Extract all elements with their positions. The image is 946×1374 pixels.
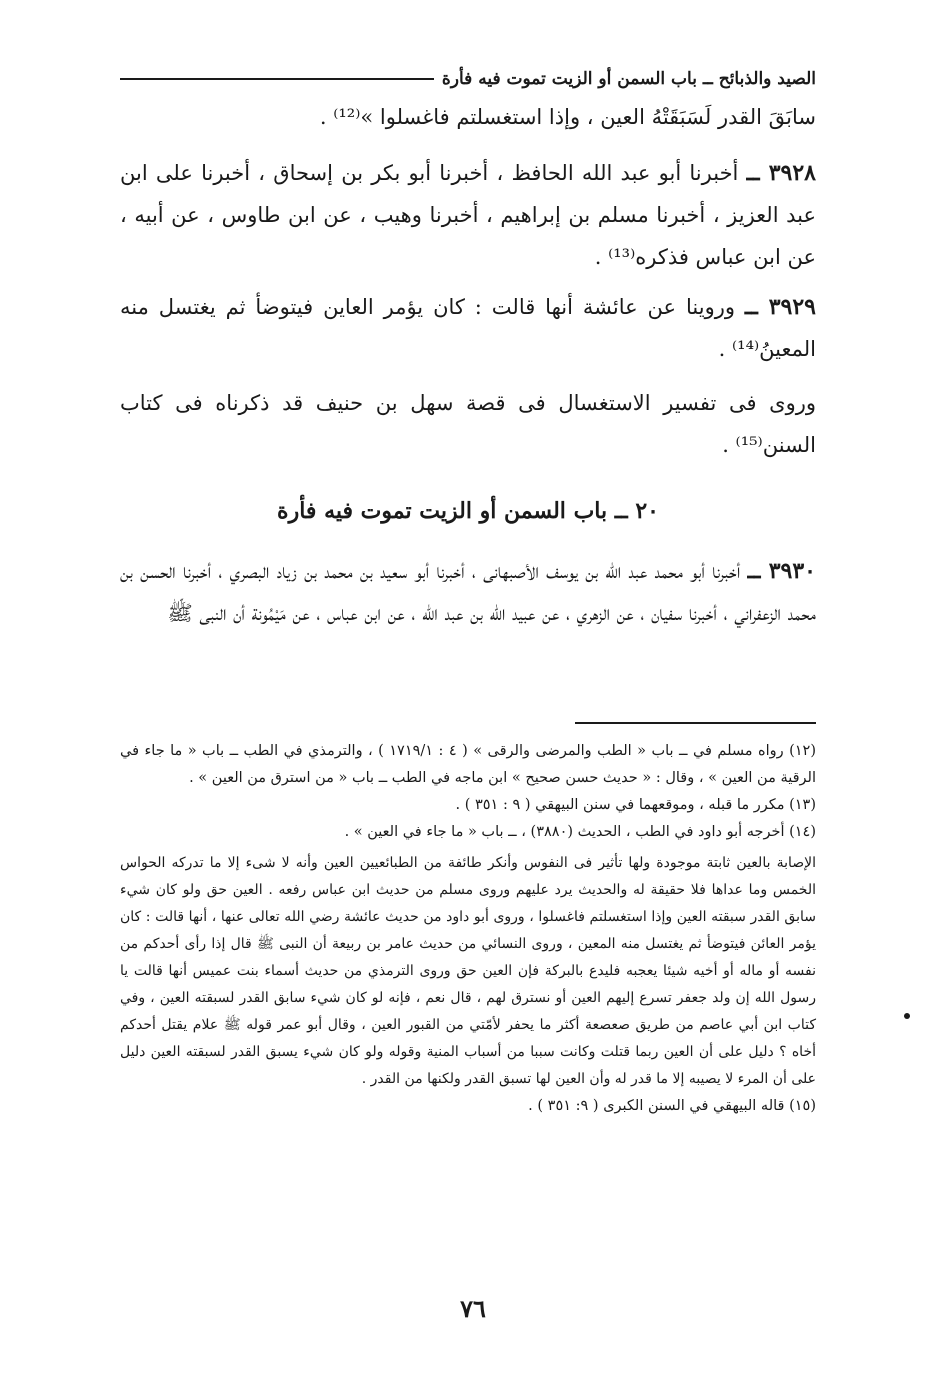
hadith-text: وروينا عن عائشة أنها قالت : كان يؤمر العاين فيتوضأ ثم يغتسل منه المعينُ⁽¹⁴⁾ . [120, 295, 816, 361]
running-header [120, 66, 816, 92]
footnote-15: (١٥) قاله البيهقي في السنن الكبرى ( ٩: ٣٥١ ) . [528, 1098, 816, 1114]
chapter-heading: ٢٠ ــ باب السمن أو الزيت تموت فيه فأرة [277, 498, 659, 524]
footnote-14: (١٤) أخرجه أبو داود في الطب ، الحديث (٣٨٨٠) ، ــ باب « ما جاء في العين » . [344, 824, 816, 840]
hadith-3928 [120, 152, 816, 278]
hadith-number: ٣٩٢٨ ــ [746, 160, 816, 186]
hadith-number: ٣٩٢٩ ــ [744, 294, 816, 320]
hadith-3929 [120, 286, 816, 370]
editor-note: الإصابة بالعين ثابتة موجودة ولها تأثير فى النفوس وأنكر طائفة من الطبائعيين العين وأنه لا شىء إلا ما تدركه الحواس الخمس وما عداها فلا حقيقة له والحديث يرد عليهم وروى مسلم من حديث ابن عباس رفعه . العين حق ولو كان شيء سابق القدر سبقته العين وإذا استغسلتم فاغسلوا ، وروى أبو داود من حديث عائشة رضي الله تعالى عنها ، أنها قالت : كان يؤمر العائن فيتوضأ ثم يغتسل منه المعين ، وروى النسائي من حديث عامر بن ربيعة أن النبى ﷺ قال إذا رأى أحدكم من نفسه أو ماله أو أخيه شيئا يعجبه فليدع بالبركة فإن العين حق وروى الترمذي من حديث أسماء بنت عميس أنها قالت يا رسول الله إن ولد جعفر تسرع إليهم العين أو نسترق لهم ، قال نعم ، فإنه لو كان شيء سابق القدر لسبقته العين ، وفي كتاب ابن أبي عاصم من طريق صعصعة أكثر ما يحفر لأمّتي من القبور العين ، وقال أبو عمر قوله ﷺ علام يقتل أحدكم أخاه ؟ دليل على أن العين ربما قتلت وكانت سببا من أسباب المنية وقوله ولو كان شيء يسبق القدر لسبقته العين دليل على أن المرء لا يصيبه إلا ما قدر له وأن العين لها تسبق القدر ولكنها من القدر . [120, 855, 816, 1087]
running-title: الصيد والذبائح ــ باب السمن أو الزيت تموت فيه فأرة [441, 69, 816, 89]
hadith-number: ٣٩٣٠ ــ [747, 558, 816, 584]
page-number: ٧٦ [460, 1294, 486, 1323]
margin-mark [904, 1013, 910, 1019]
hadith-text: أخبرنا أبو محمد عبد الله بن يوسف الأصبهانى ، أخبرنا أبو سعيد بن محمد بن زياد البصري ، أخبرنا الحسن بن محمد الزعفراني ، أخبرنا سفيان ، عن الزهري ، عن عبيد الله بن عبد الله ، عن ابن عباس ، عن مَيْمُونة أن النبى ﷺ [120, 559, 816, 625]
hadith-3930 [120, 550, 816, 634]
hadith-text: أخبرنا أبو عبد الله الحافظ ، أخبرنا أبو بكر بن إسحاق ، أخبرنا على ابن عبد العزيز ، أخبرنا مسلم بن إبراهيم ، أخبرنا وهيب ، عن ابن طاوس ، عن أبيه ، عن ابن عباس فذكره⁽¹³⁾ . [120, 161, 816, 269]
continuation-line [120, 96, 816, 138]
footnote-12: (١٢) رواه مسلم في ــ باب « الطب والمرضى والرقى » ( ٤ : ١٧١٩/١ ) ، والترمذي في الطب ــ باب « ما جاء في الرقية من العين » ، وقال : « حديث حسن صحيح » ابن ماجه في الطب ــ باب « من استرق من العين » . [120, 743, 816, 786]
footnote-separator [575, 722, 816, 724]
header-rule [120, 78, 434, 80]
footnote-13: (١٣) مكرر ما قبله ، وموقعهما في سنن البيهقي ( ٩ : ٣٥١ ) . [455, 797, 816, 813]
continuation-text: سابَقَ القدر لَسَبَقَتْهُ العين ، وإذا استغسلتم فاغسلوا »⁽¹²⁾ . [319, 105, 816, 129]
footnotes-section [120, 738, 816, 1120]
tafsir-text: وروى فى تفسير الاستغسال فى قصة سهل بن حنيف قد ذكرناه فى كتاب السنن⁽¹⁵⁾ . [120, 391, 816, 457]
tafsir-paragraph [120, 382, 816, 466]
